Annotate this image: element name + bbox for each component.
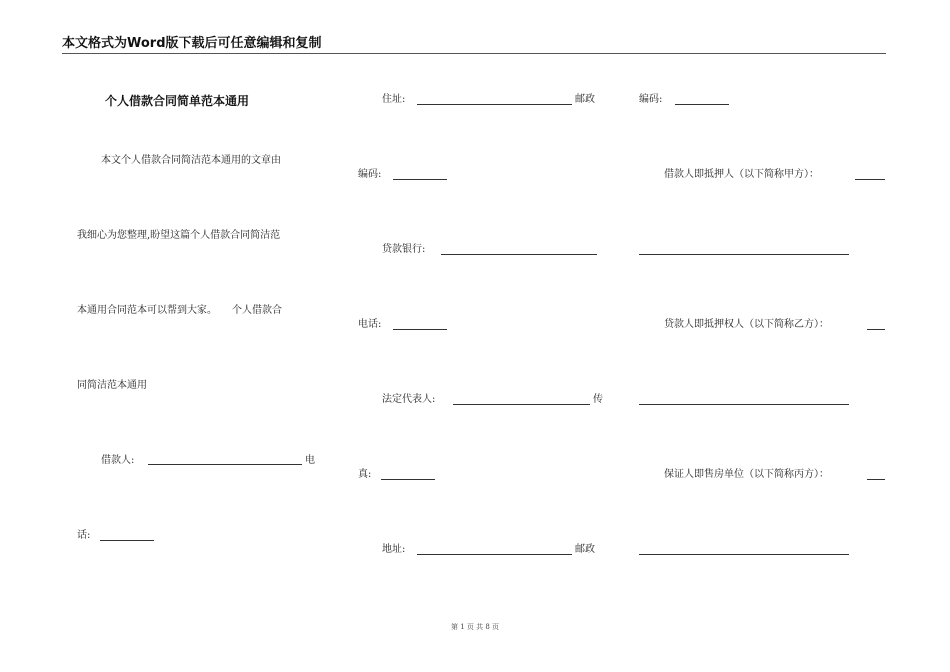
- address-label: 住址:: [382, 94, 406, 105]
- borrower-label: 借款人:: [101, 455, 135, 466]
- party-c-label: 保证人即售房单位（以下简称丙方）：: [664, 469, 829, 480]
- intro-line-4: 同简洁范本通用: [77, 380, 147, 391]
- party-b-fill-line: [867, 329, 885, 330]
- address-fill-line: [417, 104, 572, 105]
- lending-bank-fill-line: [441, 254, 597, 255]
- party-c-fill-line-2: [639, 554, 849, 555]
- postcode-label: 编码:: [358, 169, 382, 180]
- bank-phone-label: 电话:: [358, 319, 382, 330]
- party-c-fill-line: [867, 479, 885, 480]
- address2-fill-line: [417, 554, 572, 555]
- legal-rep-label: 法定代表人:: [382, 394, 436, 405]
- page-header: [62, 35, 886, 54]
- intro-line-2: 我细心为您整理,盼望这篇个人借款合同简洁范: [77, 230, 281, 241]
- document-title: 个人借款合同简单范本通用: [105, 94, 250, 108]
- lending-bank-label: 贷款银行:: [382, 244, 426, 255]
- postcode-fill-line-2: [675, 104, 729, 105]
- intro-line-1: 本文个人借款合同简洁范本通用的文章由: [101, 155, 281, 166]
- bank-phone-fill-line: [393, 329, 447, 330]
- party-a-fill-line: [855, 179, 885, 180]
- party-a-fill-line-2: [639, 254, 849, 255]
- borrower-phone-label: 话:: [77, 530, 91, 541]
- borrower-phone-prefix: 电: [305, 455, 315, 466]
- borrower-fill-line: [148, 464, 302, 465]
- party-b-fill-line-2: [639, 404, 849, 405]
- address-postcode-prefix: 邮政: [575, 94, 595, 105]
- page-footer: 第 1 页 共 8 页: [450, 623, 500, 631]
- fax-fill-line: [381, 479, 435, 480]
- legal-rep-fill-line: [453, 404, 590, 405]
- address2-postcode-prefix: 邮政: [575, 544, 595, 555]
- fax-prefix: 传: [593, 394, 603, 405]
- party-a-label: 借款人即抵押人（以下简称甲方）：: [664, 169, 819, 180]
- address2-label: 地址:: [382, 544, 406, 555]
- fax-label: 真:: [358, 469, 372, 480]
- party-b-label: 贷款人即抵押权人（以下简称乙方）：: [664, 319, 829, 330]
- postcode-label-2: 编码:: [639, 94, 663, 105]
- intro-line-3: 本通用合同范本可以帮到大家。 个人借款合: [77, 305, 282, 316]
- postcode-fill-line: [393, 179, 447, 180]
- borrower-phone-fill-line: [100, 540, 154, 541]
- header-title: 本文格式为Word版下载后可任意编辑和复制: [62, 36, 322, 51]
